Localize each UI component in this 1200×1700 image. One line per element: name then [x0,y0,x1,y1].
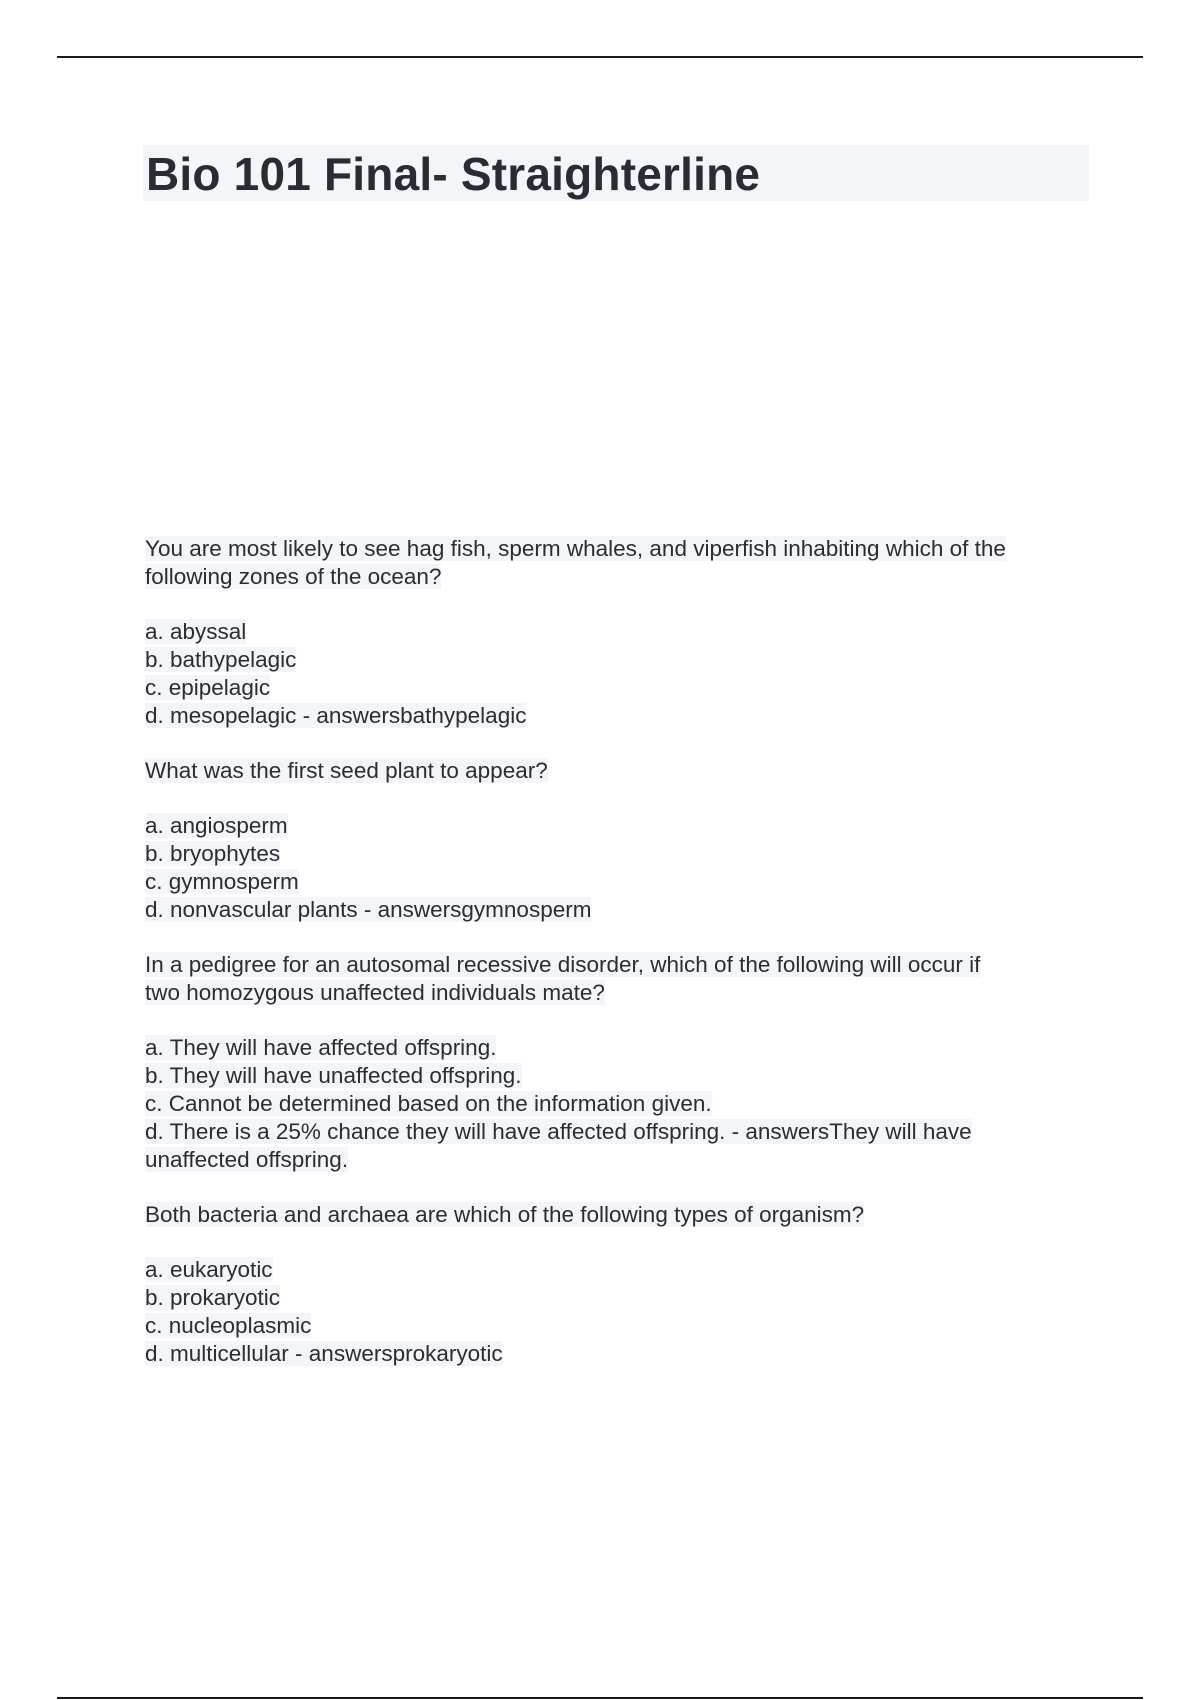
question-stem [145,535,1095,591]
document-title: Bio 101 Final- Straighterline [146,148,761,200]
option-line: c. nucleoplasmic [145,1313,312,1338]
option-line: b. prokaryotic [145,1285,281,1310]
stem-line: following zones of the ocean? [145,564,442,589]
option-line: a. They will have affected offspring. [145,1035,497,1060]
option-line: b. bathypelagic [145,647,297,672]
stem-line: You are most likely to see hag fish, sperm whales, and viperfish inhabiting which of the [145,536,1006,561]
question-stem [145,757,1095,785]
option-line-with-answer: d. There is a 25% chance they will have affected offspring. - answersThey will have [145,1119,972,1144]
answer-options [145,1034,1095,1174]
option-line-with-answer: d. mesopelagic - answersbathypelagic [145,703,527,728]
option-line: b. They will have unaffected offspring. [145,1063,522,1088]
question-block [145,757,1095,924]
top-rule [57,56,1143,58]
option-line: a. abyssal [145,619,247,644]
option-line: b. bryophytes [145,841,281,866]
stem-line: What was the first seed plant to appear? [145,758,548,783]
question-stem [145,1201,1095,1229]
stem-line: Both bacteria and archaea are which of the following types of organism? [145,1202,865,1227]
stem-line: In a pedigree for an autosomal recessive disorder, which of the following will occur if [145,952,981,977]
bottom-rule [57,1697,1143,1699]
option-line: c. gymnosperm [145,869,299,894]
option-line-with-answer: d. nonvascular plants - answersgymnosperm [145,897,592,922]
answer-options [145,618,1095,730]
question-stem [145,951,1095,1007]
option-line-with-answer: d. multicellular - answersprokaryotic [145,1341,503,1366]
question-block [145,951,1095,1174]
option-line: a. angiosperm [145,813,288,838]
questions-list [145,535,1095,1395]
option-line: a. eukaryotic [145,1257,273,1282]
stem-line: two homozygous unaffected individuals mate? [145,980,605,1005]
answer-options [145,1256,1095,1368]
question-block [145,535,1095,730]
title-highlight [143,145,1089,201]
option-line: c. epipelagic [145,675,271,700]
option-line-with-answer: unaffected offspring. [145,1147,349,1172]
option-line: c. Cannot be determined based on the information given. [145,1091,712,1116]
answer-options [145,812,1095,924]
question-block [145,1201,1095,1368]
